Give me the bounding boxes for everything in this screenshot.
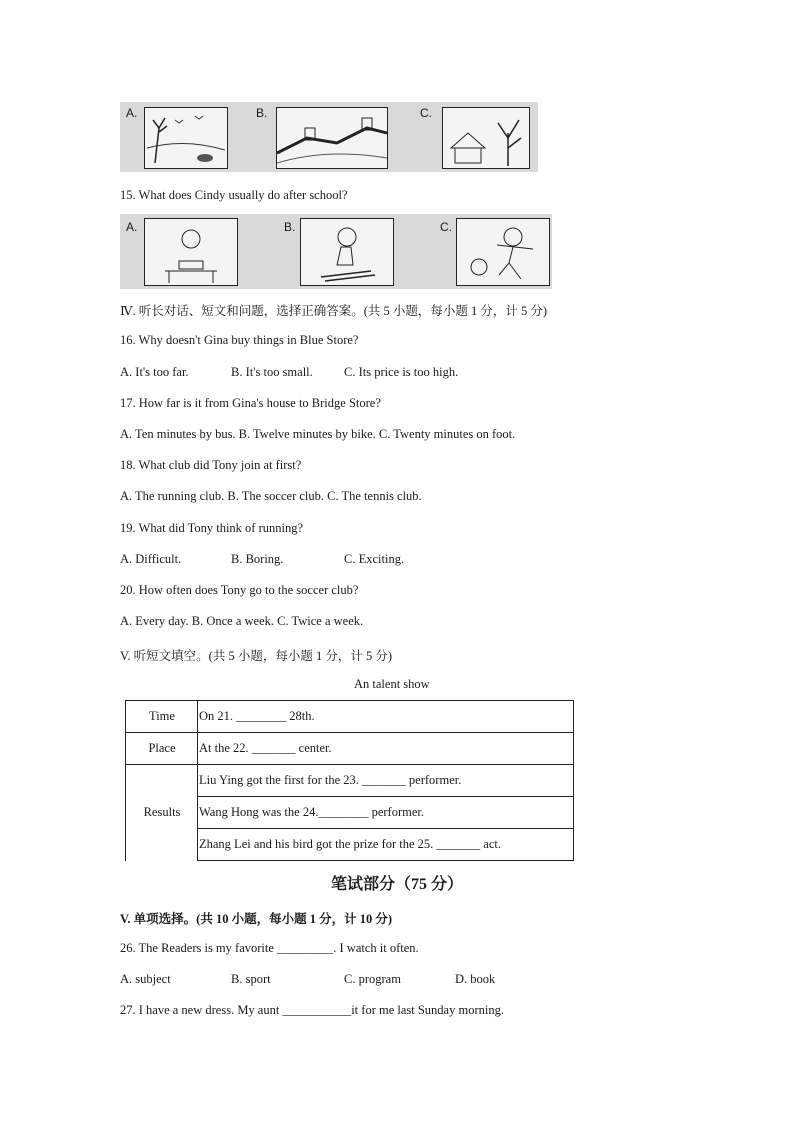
section-5-title: V. 听短文填空。(共 5 小题，每小题 1 分，计 5 分)	[120, 649, 392, 663]
q14-picture-b	[276, 107, 388, 169]
q14-option-c-letter: C.	[420, 106, 432, 120]
q16-option-a: A. It's too far.	[120, 365, 189, 379]
q17-options: A. Ten minutes by bus. B. Twelve minutes by bike. C. Twenty minutes on foot.	[120, 427, 516, 441]
q20-options: A. Every day. B. Once a week. C. Twice a week.	[120, 614, 364, 628]
table-value-cell: At the 22. _______ center.	[198, 733, 574, 765]
table-label-cell: Time	[126, 701, 198, 733]
q14-option-b-letter: B.	[256, 106, 268, 120]
question-17: 17. How far is it from Gina's house to Bridge Store?	[120, 396, 381, 410]
question-27: 27. I have a new dress. My aunt ___________it for me last Sunday morning.	[120, 1003, 504, 1017]
question-20: 20. How often does Tony go to the soccer club?	[120, 583, 359, 597]
talent-show-table	[125, 700, 574, 861]
question-16: 16. Why doesn't Gina buy things in Blue Store?	[120, 333, 359, 347]
q14-option-a-letter: A.	[126, 106, 138, 120]
girl-playing-ball-icon	[457, 219, 549, 285]
table-row	[126, 765, 574, 797]
girl-reading-icon	[145, 219, 237, 285]
q15-picture-a	[144, 218, 238, 286]
table-title: An talent show	[354, 677, 430, 691]
q14-picture-strip	[120, 102, 538, 172]
q26-option-c: C. program	[344, 972, 401, 986]
q26-option-a: A. subject	[120, 972, 171, 986]
q15-picture-c	[456, 218, 550, 286]
table-value-cell: Zhang Lei and his bird got the prize for the 25. _______ act.	[198, 829, 574, 861]
q19-option-a: A. Difficult.	[120, 552, 182, 566]
q14-picture-c	[442, 107, 530, 169]
girl-skiing-icon	[301, 219, 393, 285]
question-26: 26. The Readers is my favorite _________. I watch it often.	[120, 941, 419, 955]
section-v-title: V. 单项选择。(共 10 小题，每小题 1 分，计 10 分)	[120, 912, 392, 926]
great-wall-icon	[277, 108, 387, 168]
q15-option-a-letter: A.	[126, 220, 138, 234]
q15-picture-b	[300, 218, 394, 286]
table-row	[126, 733, 574, 765]
table-value-cell: Liu Ying got the first for the 23. _______ performer.	[198, 765, 574, 797]
q18-options: A. The running club. B. The soccer club. C. The tennis club.	[120, 489, 422, 503]
section-4-title: Ⅳ. 听长对话、短文和问题，选择正确答案。(共 5 小题，每小题 1 分，计 5 分)	[120, 304, 548, 318]
q26-option-d: D. book	[455, 972, 496, 986]
table-label-cell: Results	[126, 765, 198, 861]
q14-picture-a	[144, 107, 228, 169]
q16-option-c: C. Its price is too high.	[344, 365, 459, 379]
q19-option-c: C. Exciting.	[344, 552, 405, 566]
q19-option-b: B. Boring.	[231, 552, 284, 566]
q15-option-c-letter: C.	[440, 220, 452, 234]
table-value-cell: On 21. ________ 28th.	[198, 701, 574, 733]
table-row	[126, 701, 574, 733]
table-value-cell: Wang Hong was the 24.________ performer.	[198, 797, 574, 829]
q15-picture-strip	[120, 214, 552, 289]
question-18: 18. What club did Tony join at first?	[120, 458, 302, 472]
house-tree-icon	[443, 108, 529, 168]
table-label-cell: Place	[126, 733, 198, 765]
q15-option-b-letter: B.	[284, 220, 296, 234]
q16-option-b: B. It's too small.	[231, 365, 313, 379]
written-section-title: 笔试部分（75 分）	[330, 876, 463, 893]
landscape-river-icon	[145, 108, 227, 168]
question-15: 15. What does Cindy usually do after school?	[120, 188, 348, 202]
question-19: 19. What did Tony think of running?	[120, 521, 304, 535]
q26-option-b: B. sport	[231, 972, 271, 986]
